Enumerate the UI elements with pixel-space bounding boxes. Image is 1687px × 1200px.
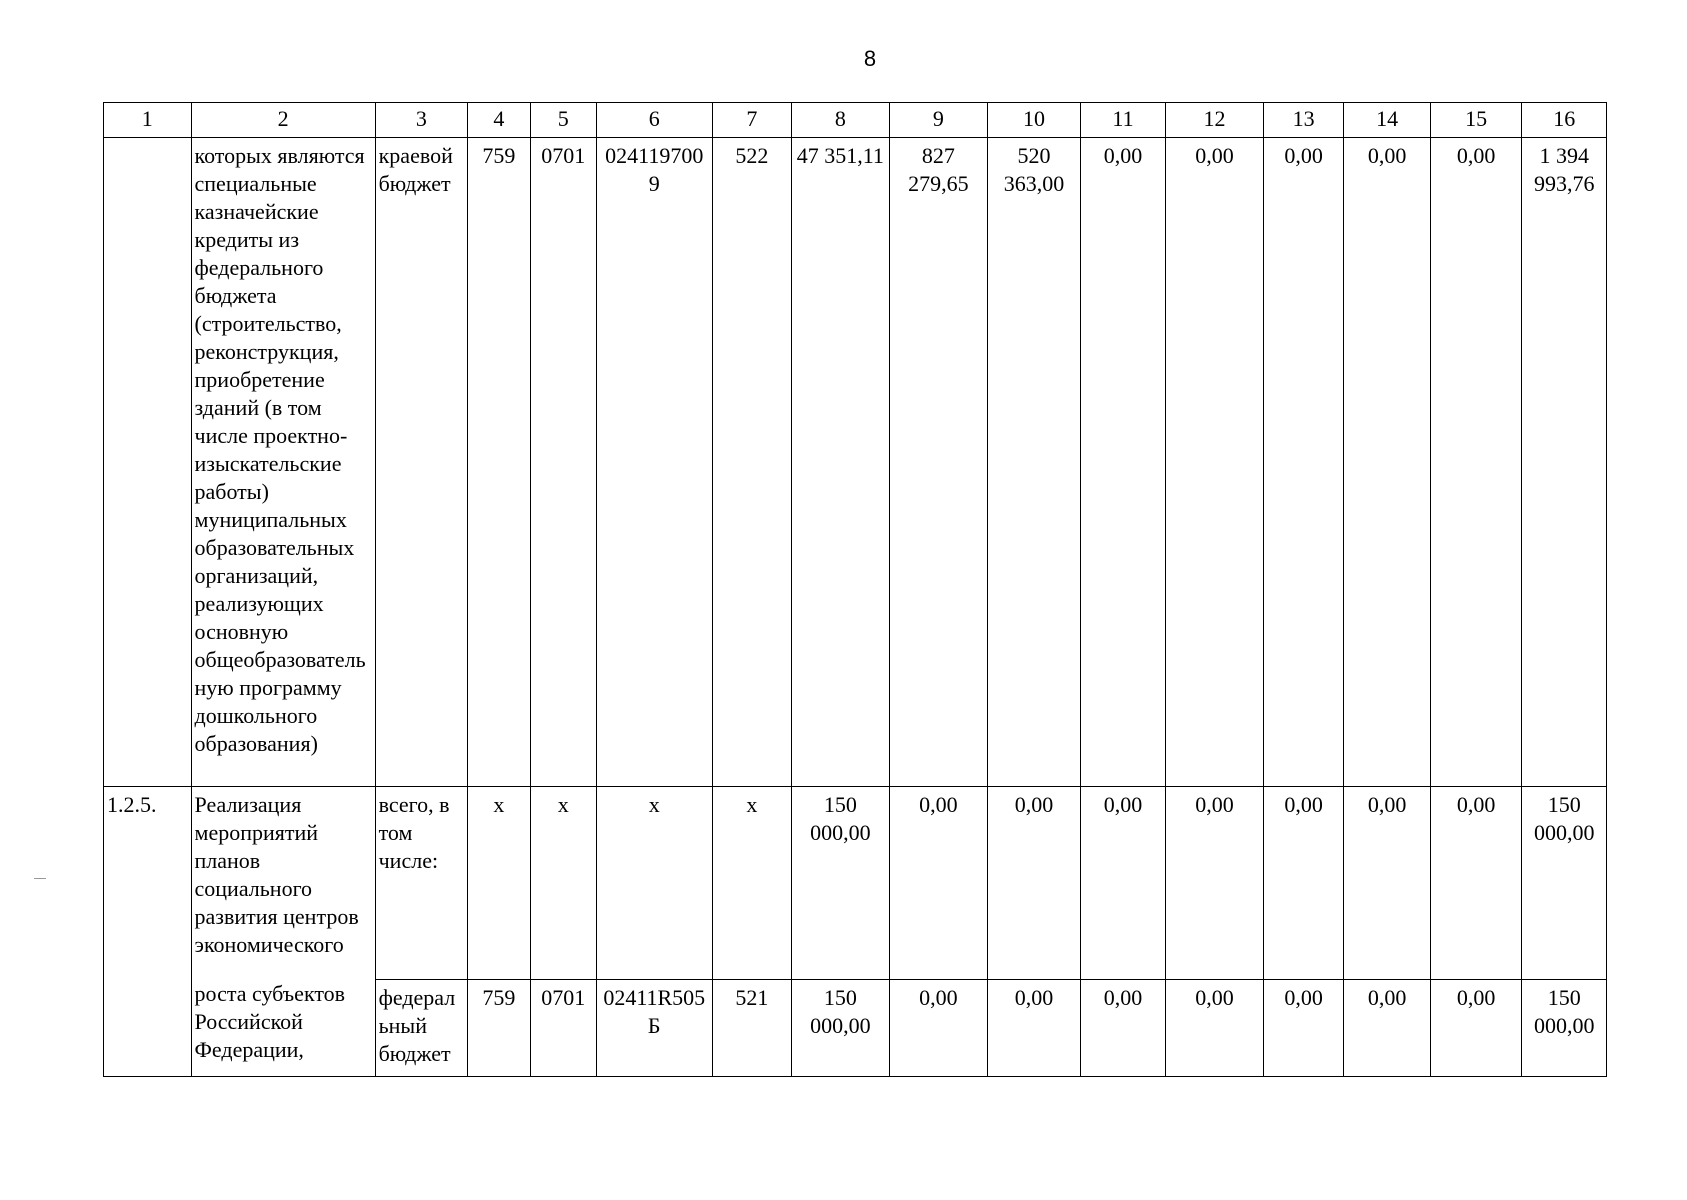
amount-cell: 0,00 <box>1080 980 1166 1077</box>
amount-cell: 0,00 <box>889 787 988 980</box>
code-cell: х <box>596 787 712 980</box>
header-cell: 4 <box>468 103 530 138</box>
amount-cell: 150 000,00 <box>792 980 890 1077</box>
amount-cell: 0,00 <box>988 980 1081 1077</box>
header-cell: 1 <box>104 103 192 138</box>
header-cell: 9 <box>889 103 988 138</box>
table-row <box>104 138 1607 787</box>
total-cell: 150 000,00 <box>1522 787 1607 980</box>
amount-cell: 0,00 <box>1344 787 1431 980</box>
header-cell: 7 <box>712 103 791 138</box>
header-cell: 2 <box>191 103 375 138</box>
code-cell: 521 <box>712 980 791 1077</box>
code-cell: 0701 <box>530 980 596 1077</box>
funding-source-cell: федеральный бюджет <box>375 980 468 1077</box>
amount-cell: 0,00 <box>988 787 1081 980</box>
code-cell: 759 <box>468 980 530 1077</box>
header-cell: 3 <box>375 103 468 138</box>
code-cell: х <box>530 787 596 980</box>
code-cell: 02411R505Б <box>596 980 712 1077</box>
row-number-cell: 1.2.5. <box>104 787 192 1077</box>
header-cell: 12 <box>1166 103 1264 138</box>
amount-cell: 0,00 <box>1430 787 1522 980</box>
code-cell: 0241197009 <box>596 138 712 787</box>
code-cell: 759 <box>468 138 530 787</box>
margin-mark <box>34 878 46 879</box>
header-cell: 16 <box>1522 103 1607 138</box>
header-cell: 10 <box>988 103 1081 138</box>
code-cell: 0701 <box>530 138 596 787</box>
header-cell: 8 <box>792 103 890 138</box>
amount-cell: 0,00 <box>1166 980 1264 1077</box>
amount-cell: 0,00 <box>1166 787 1264 980</box>
header-cell: 6 <box>596 103 712 138</box>
amount-cell: 47 351,11 <box>792 138 890 787</box>
code-cell: х <box>468 787 530 980</box>
amount-cell: 0,00 <box>1344 980 1431 1077</box>
header-cell: 5 <box>530 103 596 138</box>
header-cell: 14 <box>1344 103 1431 138</box>
amount-cell: 0,00 <box>1263 980 1343 1077</box>
page-number: 8 <box>863 46 877 71</box>
amount-cell: 0,00 <box>1080 787 1166 980</box>
amount-cell: 0,00 <box>1430 980 1522 1077</box>
description-cell: Реализация мероприятий планов социального развития центров экономического <box>191 787 375 980</box>
table-row <box>104 980 1607 1077</box>
amount-cell: 520 363,00 <box>988 138 1081 787</box>
code-cell: х <box>712 787 791 980</box>
amount-cell: 0,00 <box>889 980 988 1077</box>
amount-cell: 0,00 <box>1430 138 1522 787</box>
amount-cell: 0,00 <box>1263 138 1343 787</box>
header-cell: 13 <box>1263 103 1343 138</box>
table-row <box>104 787 1607 980</box>
funding-source-cell: всего, в том числе: <box>375 787 468 980</box>
funding-source-cell: краевой бюджет <box>375 138 468 787</box>
code-cell: 522 <box>712 138 791 787</box>
amount-cell: 0,00 <box>1166 138 1264 787</box>
description-cell: роста субъектов Российской Федерации, <box>191 980 375 1077</box>
amount-cell: 827 279,65 <box>889 138 988 787</box>
description-cell: которых являются специальные казначейские кредиты из федерального бюджета (строительство, реконструкция, приобретение зданий (в том числе проектно-изыскательские работы) муниципальных образовательных организаций, реализующих основную общеобразовательную программу дошкольного образования) <box>191 138 375 787</box>
total-cell: 150 000,00 <box>1522 980 1607 1077</box>
header-cell: 15 <box>1430 103 1522 138</box>
amount-cell: 0,00 <box>1080 138 1166 787</box>
budget-table <box>103 102 1607 1077</box>
amount-cell: 0,00 <box>1263 787 1343 980</box>
row-number-cell <box>104 138 192 787</box>
amount-cell: 0,00 <box>1344 138 1431 787</box>
amount-cell: 150 000,00 <box>792 787 890 980</box>
total-cell: 1 394 993,76 <box>1522 138 1607 787</box>
header-cell: 11 <box>1080 103 1166 138</box>
header-row <box>104 103 1607 138</box>
